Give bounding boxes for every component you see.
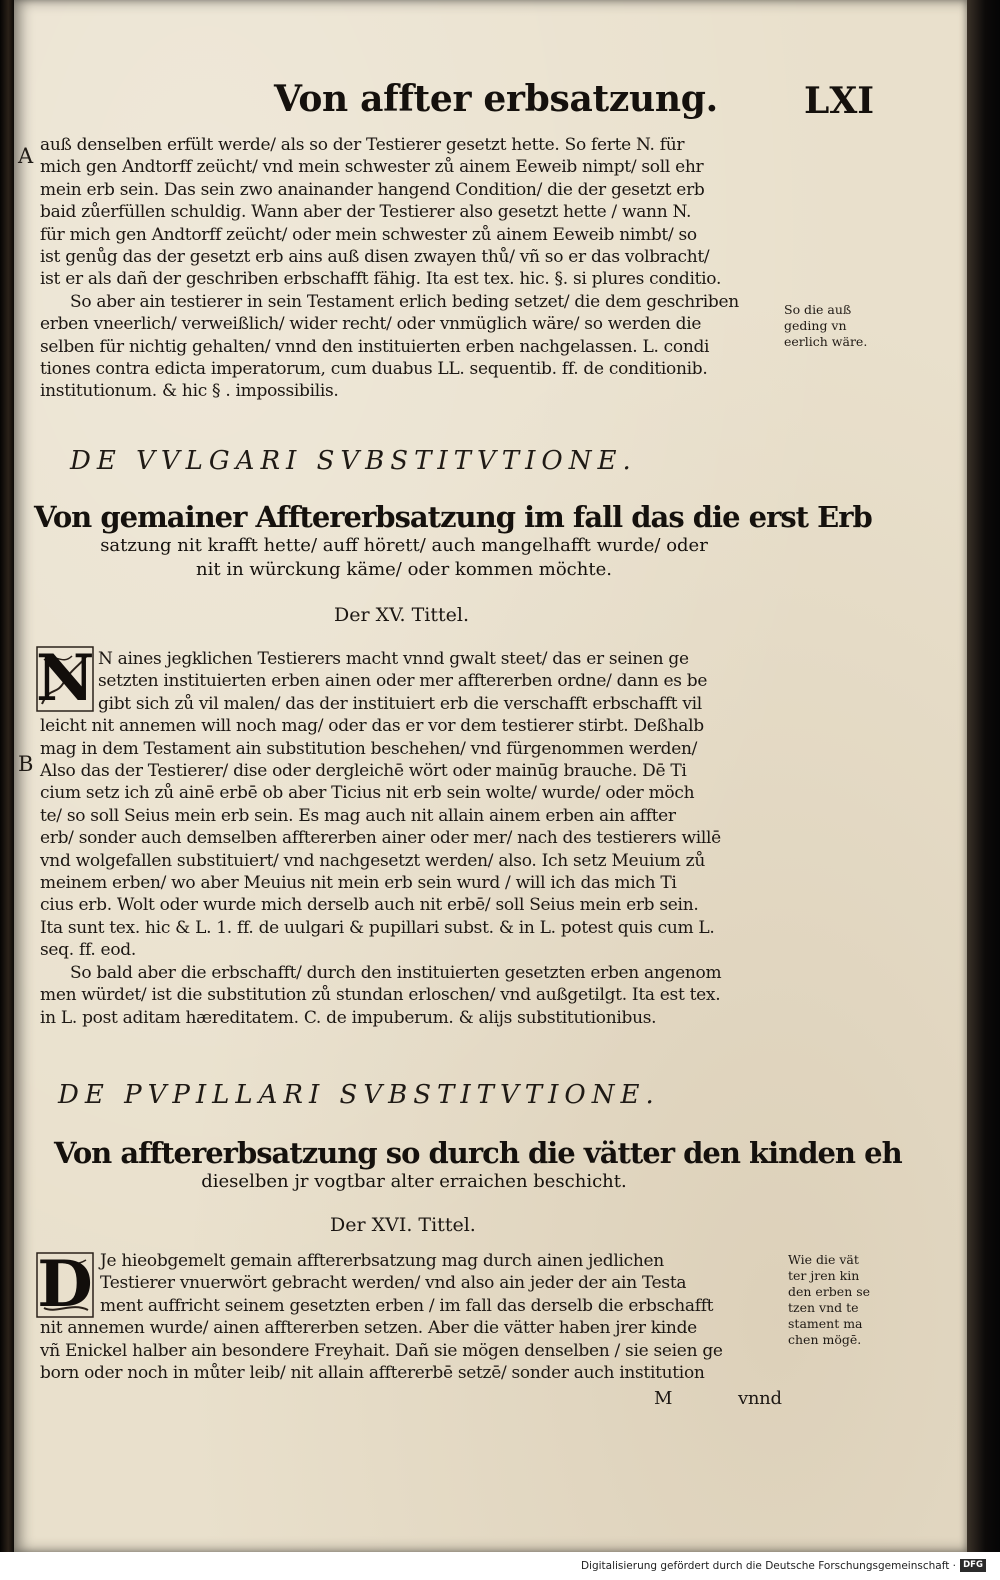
text-line: ment auffricht seinem gesetzten erben / im fall das derselb die erbschafft	[100, 1295, 714, 1316]
text-line: ist er als dañ der geschriben erbschafft fähig. Ita est tex. hic. §. si plures conditio.	[40, 269, 722, 290]
text-line: gibt sich zů vil malen/ das der instituiert erb die verschafft erbschafft vil	[98, 693, 702, 714]
text-block-continuation	[40, 134, 785, 403]
text-line: N aines jegklichen Testierers macht vnnd gwalt steet/ das er seinen ge	[98, 649, 689, 669]
margin-note-line: geding vn	[784, 318, 847, 333]
text-line: auß denselben erfült werde/ als so der Testierer gesetzt hette. So ferte N. für	[40, 135, 685, 155]
page-edge-shadow	[967, 0, 1000, 1552]
text-line: nit annemen wurde/ ainen afftererben setzen. Aber die vätter haben jrer kinde	[40, 1318, 697, 1339]
margin-letter-a: A	[18, 144, 34, 168]
margin-note-line: eerlich wäre.	[784, 334, 868, 349]
text-line: erben vneerlich/ verweißlich/ wider recht/ oder vnmüglich wäre/ so werden die	[40, 314, 702, 335]
catchword: vnnd	[738, 1388, 782, 1409]
section-heading-german	[34, 500, 872, 582]
chapter-title: Der XVI. Tittel.	[330, 1214, 476, 1236]
margin-letter-b: B	[18, 752, 34, 776]
initial-letter: N	[36, 641, 95, 716]
book-spine-shadow	[0, 0, 14, 1552]
margin-note-line: stament ma	[788, 1316, 863, 1331]
running-head-title: Von affter erbsatzung.	[274, 78, 718, 120]
text-line: Ita sunt tex. hic & L. 1. ff. de uulgari & pupillari subst. & in L. potest quis cum L.	[40, 917, 715, 938]
text-line: mich gen Andtorff zeücht/ vnd mein schwester zů ainem Eeweib nimpt/ soll ehr	[40, 157, 704, 178]
text-block-vulgar	[40, 648, 785, 1029]
text-line: tiones contra edicta imperatorum, cum duabus LL. sequentib. ff. de conditionib.	[40, 359, 708, 380]
margin-note-line: So die auß	[784, 302, 852, 317]
text-line: mag in dem Testament ain substitution beschehen/ vnd fürgenommen werden/	[40, 738, 698, 759]
heading-line: Von afftererbsatzung so durch die vätter den kinden eh	[54, 1136, 902, 1170]
text-line: institutionum. & hic § . impossibilis.	[40, 381, 339, 402]
margin-note-line: chen mögē.	[788, 1332, 862, 1347]
initial-letter: D	[37, 1247, 93, 1322]
text-line: in L. post aditam hæreditatem. C. de impuberum. & alijs substitutionibus.	[40, 1007, 657, 1028]
book-page	[14, 0, 967, 1552]
text-line: seq. ff. eod.	[40, 940, 136, 961]
heading-line: Von gemainer Afftererbsatzung im fall das die erst Erb	[34, 500, 872, 534]
text-line: erb/ sonder auch demselben afftererben ainer oder mer/ nach des testierers willē	[40, 828, 721, 849]
text-line: selben für nichtig gehalten/ vnnd den instituierten erben nachgelassen. L. condi	[40, 336, 710, 357]
dfg-logo: DFG	[960, 1559, 986, 1572]
margin-note	[784, 302, 867, 350]
text-line: vñ Enickel halber ain besondere Freyhait. Dañ sie mögen denselben / sie seien ge	[40, 1340, 723, 1361]
text-block-pupillar	[40, 1250, 800, 1384]
text-line: baid zůerfüllen schuldig. Wann aber der Testierer also gesetzt hette / wann N.	[40, 202, 692, 223]
text-line: setzten instituierten erben ainen oder mer afftererben ordne/ dann es be	[98, 671, 708, 692]
text-line: leicht nit annemen will noch mag/ oder das er vor dem testierer stirbt. Deßhalb	[40, 716, 704, 737]
text-line: mein erb sein. Das sein zwo anainander hangend Condition/ die der gesetzt erb	[40, 179, 705, 200]
text-line: born oder noch in můter leib/ nit allain afftererbē setzē/ sonder auch institution	[40, 1363, 705, 1384]
text-line: te/ so soll Seius mein erb sein. Es mag auch nit allain ainem erben ain affter	[40, 805, 676, 826]
heading-line: nit in würckung käme/ oder kommen möchte.	[196, 559, 612, 580]
footer-bar	[0, 1552, 1000, 1580]
text-line: Also das der Testierer/ dise oder dergleichē wört oder mainūg brauche. Dē Ti	[40, 761, 687, 782]
section-heading-latin: DE PVPILLARI SVBSTITVTIONE.	[58, 1080, 660, 1110]
margin-note-line: Wie die vät	[788, 1252, 859, 1267]
text-line: meinem erben/ wo aber Meuius nit mein erb sein wurd / will ich das mich Ti	[40, 873, 677, 894]
text-line: ist genůg das der gesetzt erb ains auß disen zwayen thů/ vñ so er das volbracht/	[40, 247, 710, 268]
signature-mark: M	[654, 1388, 673, 1409]
margin-note	[788, 1252, 870, 1348]
section-heading-latin: DE VVLGARI SVBSTITVTIONE.	[70, 446, 637, 476]
funding-notice: Digitalisierung gefördert durch die Deutsche Forschungsgemeinschaft ·	[580, 1560, 956, 1572]
heading-line: satzung nit krafft hette/ auff hörett/ auch mangelhafft wurde/ oder	[100, 535, 708, 556]
margin-note-line: den erben se	[788, 1284, 871, 1299]
text-line: cium setz ich zů ainē erbē ob aber Ticius nit erb sein wolte/ wurde/ oder möch	[40, 783, 695, 804]
heading-line: dieselben jr vogtbar alter erraichen beschicht.	[201, 1171, 627, 1192]
text-line: cius erb. Wolt oder wurde mich derselb auch nit erbē/ soll Seius mein erb sein.	[40, 895, 699, 916]
margin-note-line: ter jren kin	[788, 1268, 860, 1283]
folio-number: LXI	[804, 80, 875, 122]
section-heading-german	[54, 1136, 902, 1194]
text-line: Testierer vnuerwört gebracht werden/ vnd also ain jeder der ain Testa	[100, 1273, 687, 1294]
text-line: men würdet/ ist die substitution zů stundan erloschen/ vnd außgetilgt. Ita est tex.	[40, 985, 721, 1006]
text-line: für mich gen Andtorff zeücht/ oder mein schwester zů ainem Eeweib nimbt/ so	[40, 224, 697, 245]
text-line: So bald aber die erbschafft/ durch den instituierten gesetzten erben angenom	[70, 962, 722, 983]
text-line: vnd wolgefallen substituiert/ vnd nachgesetzt werden/ also. Ich setz Meuium zů	[40, 850, 705, 871]
chapter-title: Der XV. Tittel.	[334, 604, 469, 626]
text-line: So aber ain testierer in sein Testament erlich beding setzet/ die dem geschriben	[70, 291, 739, 312]
text-line: Je hieobgemelt gemain afftererbsatzung mag durch ainen jedlichen	[100, 1251, 664, 1271]
margin-note-line: tzen vnd te	[788, 1300, 859, 1315]
